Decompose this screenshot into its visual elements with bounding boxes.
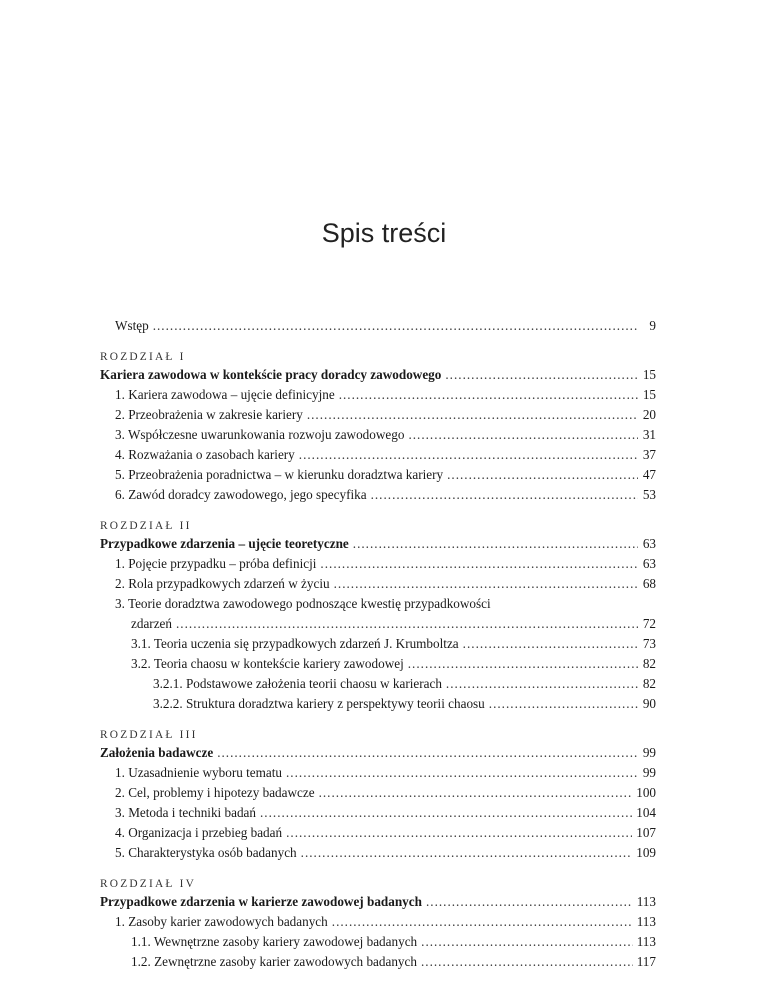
toc-entry-page: 37 <box>642 447 656 462</box>
toc-entry-title: 6. Zawód doradcy zawodowego, jego specyfika <box>115 487 367 502</box>
toc-entry-page: 9 <box>649 318 656 333</box>
toc-entry-title: 1.1. Wewnętrzne zasoby kariery zawodowej badanych <box>131 934 418 949</box>
dot-leader <box>319 783 633 803</box>
dot-leader <box>286 763 638 783</box>
dot-leader <box>421 952 633 972</box>
toc-entry-page: 99 <box>642 765 656 780</box>
dot-leader <box>260 803 632 823</box>
toc-entry[interactable] <box>100 554 656 574</box>
dot-leader <box>445 365 638 385</box>
toc-entry-title: 1. Zasoby karier zawodowych badanych <box>115 914 328 929</box>
dot-leader <box>426 892 633 912</box>
dot-leader <box>446 674 638 694</box>
toc-entry-title: 3.2.2. Struktura doradztwa kariery z perspektywy teorii chaosu <box>153 696 485 711</box>
toc-entry-title: Założenia badawcze <box>100 745 214 760</box>
dot-leader <box>421 932 633 952</box>
toc-entry[interactable] <box>100 574 656 594</box>
toc-subsubentry[interactable] <box>100 674 656 694</box>
toc-entry-title: 1.2. Zewnętrzne zasoby karier zawodowych badanych <box>131 954 417 969</box>
dot-leader <box>301 843 633 863</box>
toc-entry-page: 68 <box>642 576 656 591</box>
toc-entry[interactable] <box>100 912 656 932</box>
chapter-1 <box>100 347 656 505</box>
toc-entry-page: 72 <box>642 616 656 631</box>
dot-leader <box>320 554 638 574</box>
toc-entry-page: 20 <box>642 407 656 422</box>
toc-entry[interactable] <box>100 763 656 783</box>
dot-leader <box>307 405 638 425</box>
table-of-contents <box>100 316 656 972</box>
dot-leader <box>408 425 638 445</box>
toc-entry-title: 5. Przeobrażenia poradnictwa – w kierunku doradztwa kariery <box>115 467 444 482</box>
chapter-3 <box>100 725 656 863</box>
toc-entry-intro[interactable] <box>100 316 656 336</box>
toc-entry-title: Kariera zawodowa w kontekście pracy doradcy zawodowego <box>100 367 442 382</box>
toc-entry-title: 2. Rola przypadkowych zdarzeń w życiu <box>115 576 330 591</box>
toc-entry-title: Wstęp <box>115 318 149 333</box>
toc-entry-page: 63 <box>642 556 656 571</box>
toc-entry-page: 107 <box>636 825 656 840</box>
dot-leader <box>153 316 638 336</box>
chapter-heading[interactable] <box>100 534 656 554</box>
dot-leader <box>299 445 638 465</box>
toc-entry-page: 109 <box>636 845 656 860</box>
toc-entry-page: 53 <box>642 487 656 502</box>
toc-entry-page: 63 <box>642 536 656 551</box>
chapter-heading[interactable] <box>100 365 656 385</box>
dot-leader <box>463 634 638 654</box>
toc-entry-page: 113 <box>636 914 656 929</box>
toc-entry-page: 15 <box>642 387 656 402</box>
chapter-label: ROZDZIAŁ III <box>100 729 198 741</box>
toc-entry-page: 117 <box>636 954 656 969</box>
toc-entry-title: 4. Rozważania o zasobach kariery <box>115 447 295 462</box>
toc-entry-title: Przypadkowe zdarzenia w karierze zawodowej badanych <box>100 894 422 909</box>
toc-entry-title: 4. Organizacja i przebieg badań <box>115 825 283 840</box>
toc-entry-title: 3. Metoda i techniki badań <box>115 805 256 820</box>
dot-leader <box>286 823 632 843</box>
toc-entry-title: Przypadkowe zdarzenia – ujęcie teoretyczne <box>100 536 349 551</box>
toc-entry-page: 100 <box>636 785 656 800</box>
toc-entry-title: zdarzeń <box>131 616 172 631</box>
toc-entry[interactable] <box>100 425 656 445</box>
toc-entry[interactable] <box>100 783 656 803</box>
page-title: Spis treści <box>321 218 447 249</box>
toc-entry[interactable] <box>100 843 656 863</box>
chapter-heading[interactable] <box>100 892 656 912</box>
toc-entry-page: 73 <box>642 636 656 651</box>
toc-subentry[interactable] <box>100 932 656 952</box>
toc-entry-page: 47 <box>642 467 656 482</box>
toc-entry[interactable] <box>100 385 656 405</box>
toc-entry[interactable] <box>100 445 656 465</box>
dot-leader <box>217 743 638 763</box>
chapter-label: ROZDZIAŁ II <box>100 520 192 532</box>
chapter-heading[interactable] <box>100 743 656 763</box>
toc-entry-title: 2. Cel, problemy i hipotezy badawcze <box>115 785 315 800</box>
toc-entry-page: 15 <box>642 367 656 382</box>
toc-entry-title: 3. Współczesne uwarunkowania rozwoju zawodowego <box>115 427 405 442</box>
toc-entry[interactable] <box>100 485 656 505</box>
toc-entry-title: 5. Charakterystyka osób badanych <box>115 845 297 860</box>
toc-entry-title: 3.1. Teoria uczenia się przypadkowych zdarzeń J. Krumboltza <box>131 636 459 651</box>
toc-entry-page: 82 <box>642 656 656 671</box>
dot-leader <box>334 574 638 594</box>
chapter-2 <box>100 516 656 714</box>
dot-leader <box>447 465 638 485</box>
toc-entry-title: 1. Kariera zawodowa – ujęcie definicyjne <box>115 387 335 402</box>
toc-entry-page: 104 <box>636 805 656 820</box>
dot-leader <box>353 534 638 554</box>
toc-entry-title: 2. Przeobrażenia w zakresie kariery <box>115 407 303 422</box>
toc-entry[interactable] <box>100 823 656 843</box>
toc-entry[interactable] <box>100 405 656 425</box>
toc-entry-page: 82 <box>642 676 656 691</box>
chapter-label: ROZDZIAŁ IV <box>100 878 197 890</box>
toc-entry-page: 113 <box>636 894 656 909</box>
chapter-label: ROZDZIAŁ I <box>100 351 186 363</box>
dot-leader <box>339 385 638 405</box>
toc-entry-title: 1. Uzasadnienie wyboru tematu <box>115 765 282 780</box>
dot-leader <box>176 614 638 634</box>
toc-entry[interactable] <box>100 594 656 614</box>
toc-entry-page: 31 <box>642 427 656 442</box>
toc-entry-page: 99 <box>642 745 656 760</box>
dot-leader <box>332 912 633 932</box>
toc-entry-title: 3.2.1. Podstawowe założenia teorii chaosu w karierach <box>153 676 442 691</box>
dot-leader <box>371 485 638 505</box>
chapter-4 <box>100 874 656 972</box>
toc-entry[interactable] <box>100 803 656 823</box>
toc-subsubentry[interactable] <box>100 694 656 714</box>
dot-leader <box>408 654 638 674</box>
toc-entry-title: 3. Teorie doradztwa zawodowego podnoszące kwestię przypadkowości <box>115 596 491 611</box>
toc-entry-page: 90 <box>642 696 656 711</box>
toc-entry-title: 3.2. Teoria chaosu w kontekście kariery zawodowej <box>131 656 404 671</box>
toc-subentry[interactable] <box>100 654 656 674</box>
toc-subentry[interactable] <box>100 634 656 654</box>
dot-leader <box>489 694 638 714</box>
toc-entry-continued[interactable] <box>100 614 656 634</box>
toc-entry-page: 113 <box>636 934 656 949</box>
toc-entry[interactable] <box>100 465 656 485</box>
toc-entry-title: 1. Pojęcie przypadku – próba definicji <box>115 556 317 571</box>
toc-subentry[interactable] <box>100 952 656 972</box>
